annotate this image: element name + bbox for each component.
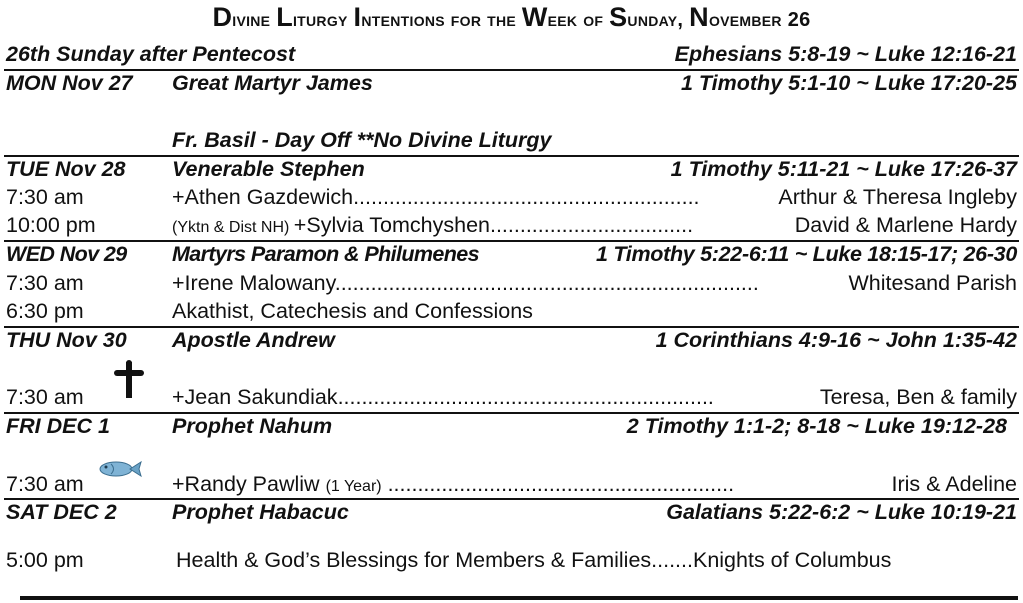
requester-tue-1: Arthur & Theresa Ingleby xyxy=(778,185,1017,209)
page-title: Divine Liturgy Intentions for the Week of Sunday, November 26 xyxy=(212,2,811,32)
readings-mon: 1 Timothy 5:1-10 ~ Luke 17:20-25 xyxy=(681,71,1017,95)
readings-sat: Galatians 5:22-6:2 ~ Luke 10:19-21 xyxy=(666,500,1017,524)
day-label-mon: MON Nov 27 xyxy=(6,71,133,95)
feast-mon: Great Martyr James xyxy=(172,71,373,95)
time-sat-1: 5:00 pm xyxy=(6,548,84,572)
requester-thu-1: Teresa, Ben & family xyxy=(819,385,1017,409)
cross-icon xyxy=(114,360,144,400)
readings-thu: 1 Corinthians 4:9-16 ~ John 1:35-42 xyxy=(655,328,1017,352)
feast-wed: Martyrs Paramon & Philumenes xyxy=(172,242,480,266)
time-thu-1: 7:30 am xyxy=(6,385,84,409)
requester-tue-2: David & Marlene Hardy xyxy=(794,213,1017,237)
feast-thu: Apostle Andrew xyxy=(172,328,335,352)
readings-wed: 1 Timothy 5:22-6:11 ~ Luke 18:15-17; 26-30 xyxy=(596,242,1017,266)
feast-tue: Venerable Stephen xyxy=(172,157,365,181)
requester-fri-1: Iris & Adeline xyxy=(891,472,1017,496)
intention-wed-1: +Irene Malowany....................................................................... xyxy=(172,271,759,295)
time-tue-1: 7:30 am xyxy=(6,185,84,209)
intention-tue-2: (Yktn & Dist NH) +Sylvia Tomchyshen.................................. xyxy=(172,213,694,237)
requester-wed-1: Whitesand Parish xyxy=(848,271,1017,295)
day-label-thu: THU Nov 30 xyxy=(6,328,127,352)
day-label-sat: SAT DEC 2 xyxy=(6,500,117,524)
bottom-rule xyxy=(20,596,1018,600)
time-wed-2: 6:30 pm xyxy=(6,299,84,323)
readings-tue: 1 Timothy 5:11-21 ~ Luke 17:26-37 xyxy=(670,157,1017,181)
intention-thu-1: +Jean Sakundiak............................................................... xyxy=(172,385,714,409)
note-mon: Fr. Basil - Day Off **No Divine Liturgy xyxy=(172,128,552,152)
sunday-label: 26th Sunday after Pentecost xyxy=(6,42,296,66)
sunday-readings: Ephesians 5:8-19 ~ Luke 12:16-21 xyxy=(674,42,1017,66)
feast-sat: Prophet Habacuc xyxy=(172,500,349,524)
day-label-tue: TUE Nov 28 xyxy=(6,157,126,181)
day-label-fri: FRI DEC 1 xyxy=(6,414,110,438)
intention-sat-1: Health & God’s Blessings for Members & Families.......Knights of Columbus xyxy=(176,548,892,572)
intention-fri-1: +Randy Pawliw (1 Year) .......................................................... xyxy=(172,472,735,496)
day-label-wed: WED Nov 29 xyxy=(6,242,127,266)
time-wed-1: 7:30 am xyxy=(6,271,84,295)
time-tue-2: 10:00 pm xyxy=(6,213,96,237)
fish-icon xyxy=(97,458,142,480)
readings-fri: 2 Timothy 1:1-2; 8-18 ~ Luke 19:12-28 xyxy=(626,414,1007,438)
intention-wed-2: Akathist, Catechesis and Confessions xyxy=(172,299,533,323)
feast-fri: Prophet Nahum xyxy=(172,414,333,438)
time-fri-1: 7:30 am xyxy=(6,472,84,496)
intention-tue-1: +Athen Gazdewich.......................................................... xyxy=(172,185,700,209)
